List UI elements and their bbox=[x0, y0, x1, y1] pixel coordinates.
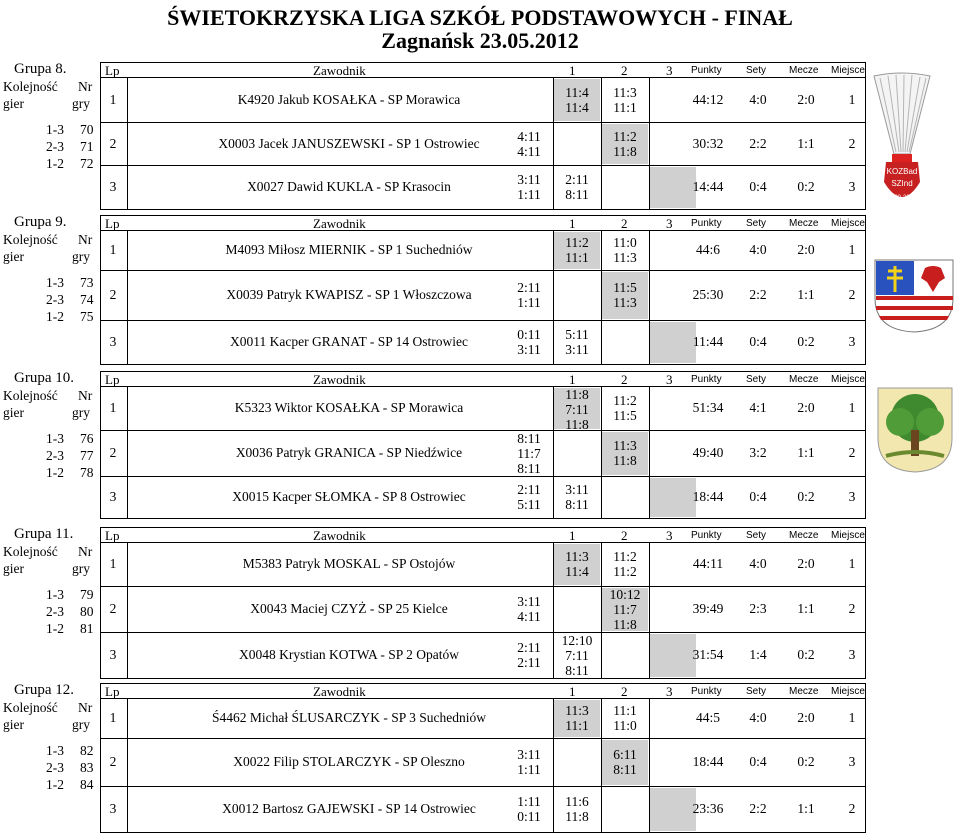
nr-label: Nr bbox=[78, 700, 93, 715]
sets: 0:4 bbox=[749, 334, 767, 349]
set-scores: 3:11 4:11 bbox=[517, 594, 541, 624]
header-miejsce: Miejsce bbox=[831, 686, 865, 697]
points: 30:32 bbox=[692, 135, 724, 151]
group-label: Grupa 8. bbox=[14, 61, 67, 77]
sets: 1:4 bbox=[749, 647, 767, 662]
matches: 0:2 bbox=[797, 647, 815, 662]
header-zawodnik: Zawodnik bbox=[313, 63, 366, 78]
set-scores: 11:5 11:3 bbox=[613, 280, 637, 310]
header-c3: 3 bbox=[666, 372, 673, 387]
match-number: 72 bbox=[80, 156, 94, 171]
sets: 2:2 bbox=[749, 801, 767, 816]
set-scores: 11:2 11:5 bbox=[613, 393, 637, 423]
set-scores: 11:0 11:3 bbox=[613, 235, 637, 265]
shuttlecock-logo bbox=[872, 72, 932, 212]
player-name: X0011 Kacper GRANAT - SP 14 Ostrowiec bbox=[230, 334, 468, 349]
group-header bbox=[100, 62, 866, 78]
player-row bbox=[100, 77, 866, 123]
match-order: 1-3 bbox=[46, 122, 64, 137]
header-mecze: Mecze bbox=[789, 374, 819, 385]
header-punkty: Punkty bbox=[691, 686, 722, 697]
header-sety: Sety bbox=[746, 218, 767, 229]
sets: 0:4 bbox=[749, 754, 767, 769]
gry-label: gry bbox=[72, 717, 90, 732]
header-zawodnik: Zawodnik bbox=[313, 372, 366, 387]
match-order: 1-3 bbox=[46, 587, 64, 602]
place: 1 bbox=[848, 91, 856, 107]
matches: 2:0 bbox=[797, 91, 815, 107]
header-punkty: Punkty bbox=[691, 530, 722, 541]
matches: 0:2 bbox=[797, 754, 815, 769]
sets: 4:0 bbox=[749, 91, 767, 107]
header-sety: Sety bbox=[746, 530, 767, 541]
player-name: X0039 Patryk KWAPISZ - SP 1 Włoszczowa bbox=[226, 287, 472, 302]
place: 1 bbox=[848, 556, 856, 571]
player-row bbox=[100, 430, 866, 477]
header-mecze: Mecze bbox=[789, 686, 819, 697]
coat-of-arms-logo bbox=[873, 258, 955, 334]
player-name: X0022 Filip STOLARCZYK - SP Oleszno bbox=[233, 754, 465, 769]
shuttle-logo-text-2: SZInd bbox=[891, 179, 913, 188]
header-zawodnik: Zawodnik bbox=[313, 216, 366, 231]
gier-label: gier bbox=[3, 717, 24, 732]
player-name: K5323 Wiktor KOSAŁKA - SP Morawica bbox=[234, 400, 464, 415]
player-name: X0048 Krystian KOTWA - SP 2 Opatów bbox=[239, 647, 459, 662]
match-order: 2-3 bbox=[46, 292, 64, 307]
matches: 1:1 bbox=[797, 801, 815, 816]
set-scores: 11:8 7:11 11:8 bbox=[565, 387, 589, 432]
set-scores: 11:3 11:8 bbox=[613, 438, 637, 468]
sets: 4:0 bbox=[749, 242, 767, 257]
header-c2: 2 bbox=[621, 684, 628, 699]
match-number: 73 bbox=[80, 275, 94, 290]
match-number: 83 bbox=[80, 760, 94, 775]
match-number: 82 bbox=[80, 743, 94, 758]
points: 51:34 bbox=[692, 400, 724, 415]
page-title: ŚWIETOKRZYSKA LIGA SZKÓŁ PODSTAWOWYCH - FINAŁ bbox=[167, 5, 793, 30]
match-order: 1-2 bbox=[46, 465, 64, 480]
points: 18:44 bbox=[692, 754, 724, 769]
player-position: 2 bbox=[109, 601, 117, 616]
header-lp: Lp bbox=[105, 63, 120, 78]
place: 3 bbox=[848, 179, 856, 194]
player-position: 2 bbox=[109, 135, 117, 151]
points: 25:30 bbox=[692, 287, 724, 302]
gry-label: gry bbox=[72, 249, 90, 264]
sets: 0:4 bbox=[749, 489, 767, 504]
player-position: 3 bbox=[109, 179, 117, 194]
match-order: 1-3 bbox=[46, 275, 64, 290]
set-scores: 1:11 0:11 bbox=[517, 794, 541, 824]
matches: 1:1 bbox=[797, 287, 815, 302]
header-lp: Lp bbox=[105, 528, 120, 543]
gier-label: gier bbox=[3, 561, 24, 576]
place: 3 bbox=[848, 754, 856, 769]
player-row bbox=[100, 165, 866, 210]
player-position: 1 bbox=[109, 400, 117, 415]
match-order: 2-3 bbox=[46, 604, 64, 619]
player-name: X0043 Maciej CZYŻ - SP 25 Kielce bbox=[250, 601, 448, 616]
nr-label: Nr bbox=[78, 79, 93, 94]
match-order: 1-2 bbox=[46, 309, 64, 324]
player-row bbox=[100, 270, 866, 321]
set-scores: 5:11 3:11 bbox=[565, 327, 589, 357]
player-row bbox=[100, 386, 866, 431]
points: 49:40 bbox=[692, 445, 724, 460]
gier-label: gier bbox=[3, 96, 24, 111]
header-c1: 1 bbox=[569, 528, 576, 543]
match-number: 76 bbox=[80, 431, 94, 446]
place: 1 bbox=[848, 710, 856, 725]
player-position: 1 bbox=[109, 556, 117, 571]
player-position: 1 bbox=[109, 710, 117, 725]
gry-label: gry bbox=[72, 405, 90, 420]
shuttle-logo-text-1: KOZBad bbox=[886, 167, 918, 176]
sets: 4:1 bbox=[749, 400, 767, 415]
sets: 2:2 bbox=[749, 135, 767, 151]
matches: 1:1 bbox=[797, 135, 815, 151]
player-row bbox=[100, 542, 866, 587]
header-c3: 3 bbox=[666, 528, 673, 543]
header-c1: 1 bbox=[569, 372, 576, 387]
sets: 4:0 bbox=[749, 710, 767, 725]
matches: 1:1 bbox=[797, 445, 815, 460]
header-sety: Sety bbox=[746, 65, 767, 76]
set-scores: 2:11 2:11 bbox=[517, 640, 541, 670]
header-c1: 1 bbox=[569, 216, 576, 231]
points: 44:5 bbox=[695, 710, 720, 725]
place: 2 bbox=[848, 445, 856, 460]
place: 1 bbox=[848, 242, 856, 257]
header-c3: 3 bbox=[666, 684, 673, 699]
points: 44:12 bbox=[692, 91, 724, 107]
header-c1: 1 bbox=[569, 63, 576, 78]
set-scores: 3:11 8:11 bbox=[565, 482, 589, 512]
gier-label: gier bbox=[3, 405, 24, 420]
page-subtitle: Zagnańsk 23.05.2012 bbox=[381, 28, 579, 53]
set-scores: 3:11 1:11 bbox=[517, 172, 541, 202]
match-order: 2-3 bbox=[46, 139, 64, 154]
match-order: 2-3 bbox=[46, 760, 64, 775]
player-position: 3 bbox=[109, 647, 117, 662]
header-c2: 2 bbox=[621, 528, 628, 543]
header-mecze: Mecze bbox=[789, 530, 819, 541]
kolejnosc-label: Kolejność bbox=[3, 79, 58, 94]
nr-label: Nr bbox=[78, 232, 93, 247]
player-name: X0027 Dawid KUKLA - SP Krasocin bbox=[247, 179, 451, 194]
player-row bbox=[100, 122, 866, 166]
match-number: 84 bbox=[80, 777, 94, 792]
shuttle-logo-years: 1980-2010 bbox=[887, 195, 917, 201]
set-scores: 8:11 11:7 8:11 bbox=[517, 431, 541, 476]
matches: 2:0 bbox=[797, 400, 815, 415]
player-row bbox=[100, 476, 866, 519]
player-row bbox=[100, 786, 866, 833]
match-number: 74 bbox=[80, 292, 94, 307]
header-miejsce: Miejsce bbox=[831, 374, 865, 385]
header-punkty: Punkty bbox=[691, 218, 722, 229]
match-number: 80 bbox=[80, 604, 94, 619]
header-mecze: Mecze bbox=[789, 218, 819, 229]
set-scores: 6:11 8:11 bbox=[613, 747, 637, 777]
set-scores: 2:11 5:11 bbox=[517, 482, 541, 512]
header-c2: 2 bbox=[621, 63, 628, 78]
group-label: Grupa 12. bbox=[14, 682, 74, 698]
match-number: 78 bbox=[80, 465, 94, 480]
sets: 3:2 bbox=[749, 445, 767, 460]
header-c3: 3 bbox=[666, 63, 673, 78]
group-label: Grupa 11. bbox=[14, 526, 74, 542]
points: 44:6 bbox=[695, 242, 720, 257]
set-scores: 12:10 7:11 8:11 bbox=[561, 633, 593, 678]
set-scores: 0:11 3:11 bbox=[517, 327, 541, 357]
header-lp: Lp bbox=[105, 684, 120, 699]
matches: 0:2 bbox=[797, 334, 815, 349]
place: 2 bbox=[848, 601, 856, 616]
player-name: M5383 Patryk MOSKAL - SP Ostojów bbox=[242, 556, 456, 571]
match-number: 79 bbox=[80, 587, 94, 602]
player-position: 3 bbox=[109, 489, 117, 504]
place: 3 bbox=[848, 647, 856, 662]
match-number: 81 bbox=[80, 621, 94, 636]
place: 3 bbox=[848, 334, 856, 349]
player-position: 2 bbox=[109, 754, 117, 769]
player-name: X0015 Kacper SŁOMKA - SP 8 Ostrowiec bbox=[232, 489, 466, 504]
header-zawodnik: Zawodnik bbox=[313, 528, 366, 543]
group-label: Grupa 10. bbox=[14, 370, 74, 386]
points: 11:44 bbox=[692, 334, 724, 349]
header-sety: Sety bbox=[746, 686, 767, 697]
header-sety: Sety bbox=[746, 374, 767, 385]
set-scores: 11:2 11:2 bbox=[613, 549, 637, 579]
points: 23:36 bbox=[692, 801, 724, 816]
match-number: 71 bbox=[80, 139, 94, 154]
player-position: 1 bbox=[109, 91, 117, 107]
points: 39:49 bbox=[692, 601, 724, 616]
set-scores: 11:3 11:4 bbox=[565, 549, 589, 579]
place: 2 bbox=[848, 801, 856, 816]
player-name: M4093 Miłosz MIERNIK - SP 1 Suchedniów bbox=[225, 242, 473, 257]
match-order: 1-2 bbox=[46, 621, 64, 636]
player-position: 3 bbox=[109, 801, 117, 816]
set-scores: 11:2 11:1 bbox=[565, 235, 589, 265]
sets: 2:3 bbox=[749, 601, 767, 616]
points: 31:54 bbox=[692, 647, 724, 662]
header-punkty: Punkty bbox=[691, 374, 722, 385]
group-header bbox=[100, 683, 866, 699]
player-position: 3 bbox=[109, 334, 117, 349]
player-name: X0036 Patryk GRANICA - SP Niedźwice bbox=[235, 445, 463, 460]
place: 1 bbox=[848, 400, 856, 415]
sets: 0:4 bbox=[749, 179, 767, 194]
header-c1: 1 bbox=[569, 684, 576, 699]
sets: 4:0 bbox=[749, 556, 767, 571]
gier-label: gier bbox=[3, 249, 24, 264]
tree-emblem-logo bbox=[876, 386, 954, 474]
match-number: 75 bbox=[80, 309, 94, 324]
group-header bbox=[100, 215, 866, 231]
match-order: 1-2 bbox=[46, 777, 64, 792]
place: 2 bbox=[848, 135, 856, 151]
matches: 2:0 bbox=[797, 556, 815, 571]
player-name: K4920 Jakub KOSAŁKA - SP Morawica bbox=[237, 91, 461, 107]
player-row bbox=[100, 230, 866, 271]
header-c2: 2 bbox=[621, 372, 628, 387]
player-name: X0012 Bartosz GAJEWSKI - SP 14 Ostrowiec bbox=[222, 801, 476, 816]
nr-label: Nr bbox=[78, 544, 93, 559]
match-order: 1-2 bbox=[46, 156, 64, 171]
set-scores: 2:11 8:11 bbox=[565, 172, 589, 202]
player-position: 1 bbox=[109, 242, 117, 257]
set-scores: 11:6 11:8 bbox=[565, 794, 589, 824]
header-lp: Lp bbox=[105, 372, 120, 387]
player-row bbox=[100, 738, 866, 787]
set-scores: 4:11 4:11 bbox=[517, 128, 541, 159]
player-name: Ś4462 Michał ŚLUSARCZYK - SP 3 Suchedniów bbox=[211, 710, 486, 725]
header-lp: Lp bbox=[105, 216, 120, 231]
points: 14:44 bbox=[692, 179, 724, 194]
match-order: 1-3 bbox=[46, 431, 64, 446]
gry-label: gry bbox=[72, 561, 90, 576]
points: 44:11 bbox=[692, 556, 724, 571]
matches: 2:0 bbox=[797, 242, 815, 257]
place: 3 bbox=[848, 489, 856, 504]
set-scores: 11:2 11:8 bbox=[613, 128, 637, 159]
set-scores: 10:12 11:7 11:8 bbox=[609, 587, 641, 632]
header-miejsce: Miejsce bbox=[831, 65, 865, 76]
header-punkty: Punkty bbox=[691, 65, 722, 76]
player-row bbox=[100, 586, 866, 633]
gry-label: gry bbox=[72, 96, 90, 111]
kolejnosc-label: Kolejność bbox=[3, 544, 58, 559]
group-label: Grupa 9. bbox=[14, 214, 67, 230]
header-mecze: Mecze bbox=[789, 65, 819, 76]
player-name: X0003 Jacek JANUSZEWSKI - SP 1 Ostrowiec bbox=[218, 135, 480, 151]
sets: 2:2 bbox=[749, 287, 767, 302]
match-order: 2-3 bbox=[46, 448, 64, 463]
match-number: 70 bbox=[80, 122, 94, 137]
set-scores: 3:11 1:11 bbox=[517, 747, 541, 777]
matches: 1:1 bbox=[797, 601, 815, 616]
match-order: 1-3 bbox=[46, 743, 64, 758]
matches: 0:2 bbox=[797, 179, 815, 194]
matches: 0:2 bbox=[797, 489, 815, 504]
player-position: 2 bbox=[109, 287, 117, 302]
set-scores: 11:3 11:1 bbox=[613, 84, 637, 115]
match-number: 77 bbox=[80, 448, 94, 463]
nr-label: Nr bbox=[78, 388, 93, 403]
group-header bbox=[100, 371, 866, 387]
set-scores: 11:4 11:4 bbox=[565, 84, 589, 115]
header-zawodnik: Zawodnik bbox=[313, 684, 366, 699]
player-row bbox=[100, 698, 866, 739]
group-header bbox=[100, 527, 866, 543]
kolejnosc-label: Kolejność bbox=[3, 700, 58, 715]
points: 18:44 bbox=[692, 489, 724, 504]
player-position: 2 bbox=[109, 445, 117, 460]
kolejnosc-label: Kolejność bbox=[3, 388, 58, 403]
header-miejsce: Miejsce bbox=[831, 530, 865, 541]
player-row bbox=[100, 320, 866, 365]
set-scores: 11:3 11:1 bbox=[565, 703, 589, 733]
header-c3: 3 bbox=[666, 216, 673, 231]
kolejnosc-label: Kolejność bbox=[3, 232, 58, 247]
header-miejsce: Miejsce bbox=[831, 218, 865, 229]
place: 2 bbox=[848, 287, 856, 302]
set-scores: 11:1 11:0 bbox=[613, 703, 637, 733]
player-row bbox=[100, 632, 866, 679]
set-scores: 2:11 1:11 bbox=[517, 280, 541, 310]
header-c2: 2 bbox=[621, 216, 628, 231]
matches: 2:0 bbox=[797, 710, 815, 725]
